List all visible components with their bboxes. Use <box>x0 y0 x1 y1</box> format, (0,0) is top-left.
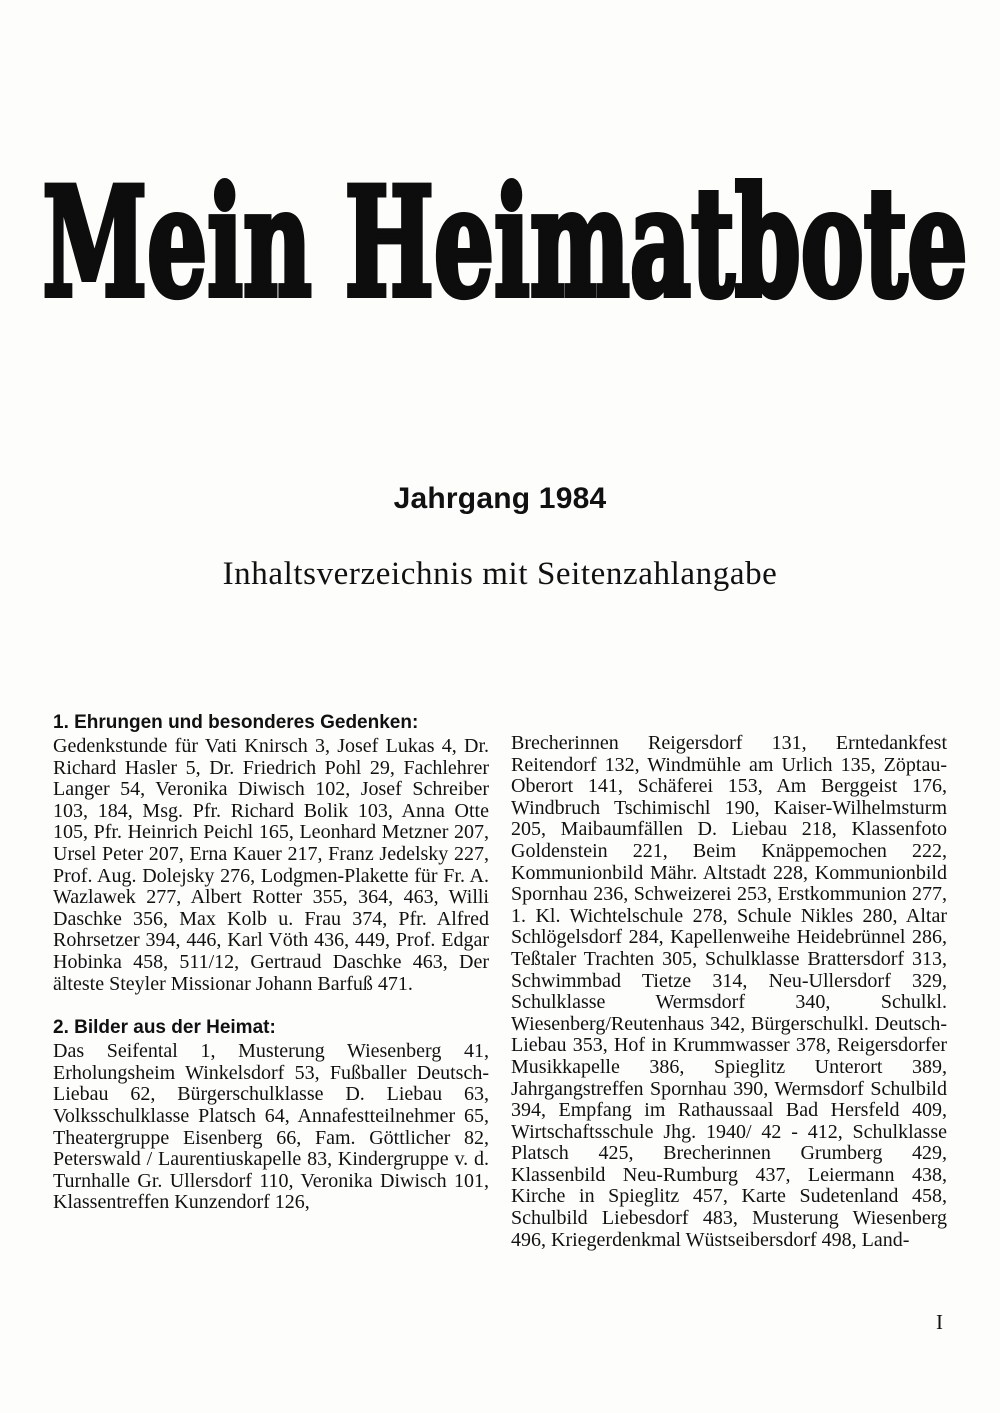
masthead-logo <box>28 95 983 350</box>
year-title: Jahrgang 1984 <box>393 482 607 515</box>
section-text-pictures-continued: Brecherinnen Reigersdorf 131, Erntedankfest Reitendorf 132, Windmühle am Urlich 135, Zöptau-Oberort 141, Schäferei 153, Am Berggeist 176, Windbruch Tschimischl 190, Kaiser-Wilhelmsturm 205, Maibaumfällen D. Liebau 218, Klassenfoto Goldenstein 221, Beim Knäppemochen 222, Kommunionbild Mähr. Altstadt 228, Kommunionbild Spornhau 236, Schweizerei 253, Erstkommunion 277, 1. Kl. Wichtelschule 278, Schule Nikles 280, Altar Schlögelsdorf 284, Kapellenweihe Heidebrünnel 286, Teßtaler Trachten 305, Schulklasse Brattersdorf 313, Schwimmbad Tietze 314, Neu-Ullersdorf 329, Schulklasse Wermsdorf 340, Schulkl. Wiesenberg/Reutenhaus 342, Bürgerschulkl. Deutsch-Liebau 353, Hof in Krummwasser 378, Reigersdorfer Musikkapelle 386, Spieglitz Unterort 389, Jahrgangstreffen Spornhau 390, Wermsdorf Schulbild 394, Empfang im Rathaussaal Bad Hersfeld 409, Wirtschaftsschule Jhg. 1940/ 42 - 412, Schulklasse Platsch 425, Brecherinnen Grumberg 429, Klassenbild Neu-Rumburg 437, Leiermann 438, Kirche in Spieglitz 457, Karte Sudetenland 458, Schulbild Liebesdorf 483, Musterung Wiesenberg 496, Kriegerdenkmal Wüstseibersdorf 498, Land- <box>511 732 947 1251</box>
page-number: I <box>936 1310 943 1334</box>
toc-subtitle: Inhaltsverzeichnis mit Seitenzahlangabe <box>222 556 778 592</box>
section-text-pictures: Das Seifental 1, Musterung Wiesenberg 41, Erholungsheim Winkelsdorf 53, Fußballer Deutsch-Liebau 62, Bürgerschulklasse D. Liebau 63, Volksschulklasse Platsch 64, Annafestteilnehmer 65, Theatergruppe Eisenberg 66, Fam. Göttlicher 82, Peterswald / Laurentiuskapelle 83, Kindergruppe v. d. Turnhalle Gr. Ullersdorf 110, Veronika Diwisch 101, Klassentreffen Kunzendorf 126, <box>53 1040 489 1214</box>
section-text-honors: Gedenkstunde für Vati Knirsch 3, Josef Lukas 4, Dr. Richard Hasler 5, Dr. Friedrich Pohl 29, Fachlehrer Langer 54, Veronika Diwisch 102, Josef Schreiber 103, 184, Msg. Pfr. Richard Bolik 103, Anna Otte 105, Pfr. Heinrich Peichl 165, Leonhard Metzner 207, Ursel Peter 207, Erna Kauer 217, Franz Jedelsky 227, Prof. Aug. Dolejsky 276, Lodgmen-Plakette für Fr. A. Wazlawek 277, Albert Rotter 355, 364, 463, Willi Daschke 356, Max Kolb u. Frau 374, Pfr. Alfred Rohrsetzer 394, 446, Karl Vöth 436, 449, Prof. Edgar Hobinka 458, 511/12, Gertraud Daschke 463, Der älteste Steyler Missionar Johann Barfuß 471. <box>53 735 489 995</box>
section-heading-pictures: 2. Bilder aus der Heimat: <box>53 1017 276 1039</box>
section-heading-honors: 1. Ehrungen und besonderes Gedenken: <box>53 712 419 733</box>
masthead-title: Mein Heimatbote <box>42 155 968 331</box>
right-column <box>511 733 947 1251</box>
left-column <box>53 712 489 1214</box>
blackletter-title <box>28 95 983 350</box>
